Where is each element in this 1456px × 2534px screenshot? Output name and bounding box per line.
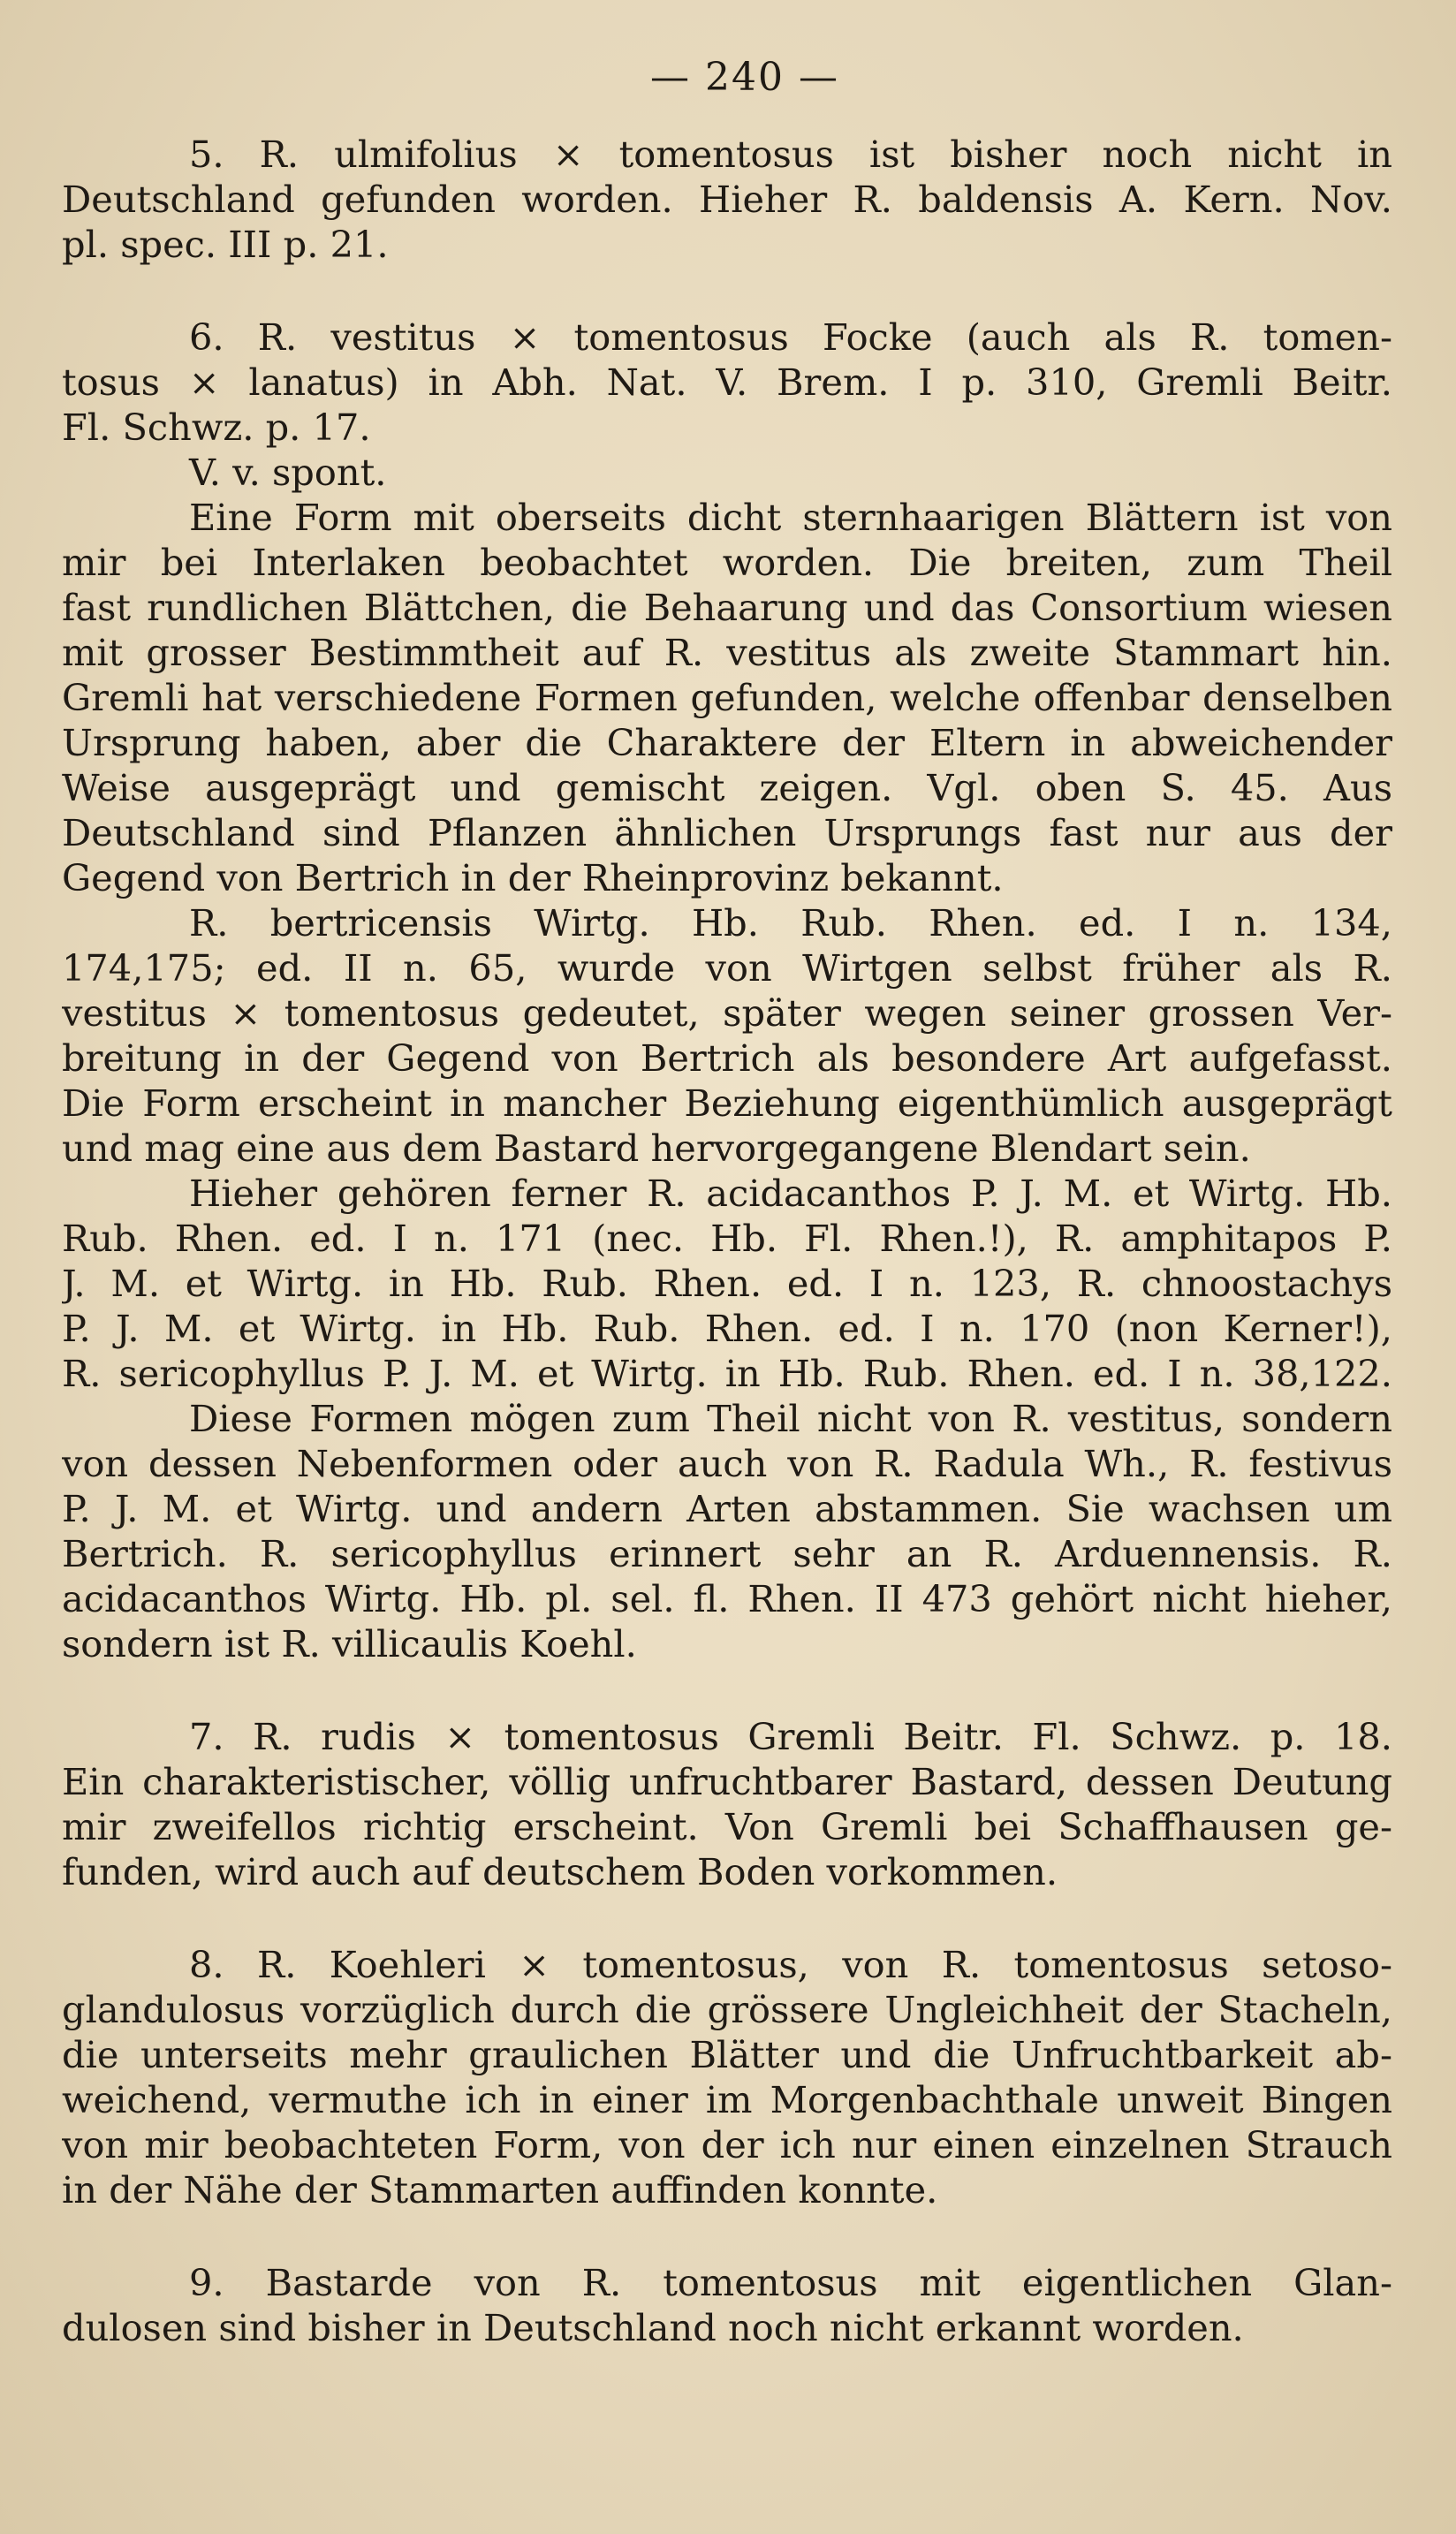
text-line: mir zweifellos richtig erscheint. Von Gremli bei Schaffhausen ge-	[62, 1805, 1392, 1848]
text-line: Deutschland gefunden worden. Hieher R. baldensis A. Kern. Nov.	[62, 178, 1392, 221]
entry-6	[62, 315, 1392, 1666]
text-line: glandulosus vorzüglich durch die grössere Ungleichheit der Stacheln,	[62, 1988, 1392, 2031]
text-line: Fl. Schwz. p. 17.	[62, 406, 371, 449]
page-number: — 240 —	[650, 55, 839, 100]
text-line: in der Nähe der Stammarten auffinden konnte.	[62, 2168, 938, 2212]
text-line: Ein charakteristischer, völlig unfruchtbarer Bastard, dessen Deutung	[62, 1760, 1392, 1803]
text-line: mir bei Interlaken beobachtet worden. Die breiten, zum Theil	[62, 541, 1392, 584]
text-line: und mag eine aus dem Bastard hervorgegangene Blendart sein.	[62, 1127, 1251, 1170]
text-line: V. v. spont.	[189, 451, 387, 494]
text-line: 8. R. Koehleri × tomentosus, von R. tomentosus setoso-	[189, 1943, 1392, 1986]
text-line: Ursprung haben, aber die Charaktere der Eltern in abweichender	[62, 721, 1392, 764]
text-line: Gremli hat verschiedene Formen gefunden, welche offenbar denselben	[62, 676, 1392, 719]
text-line: Eine Form mit oberseits dicht sternhaarigen Blättern ist von	[189, 496, 1392, 539]
text-line: Hieher gehören ferner R. acidacanthos P. J. M. et Wirtg. Hb.	[189, 1172, 1392, 1215]
text-line: vestitus × tomentosus gedeutet, später wegen seiner grossen Ver-	[62, 991, 1392, 1035]
text-line: Bertrich. R. sericophyllus erinnert sehr an R. Arduennensis. R.	[62, 1532, 1392, 1575]
text-line: 174,175; ed. II n. 65, wurde von Wirtgen selbst früher als R.	[62, 946, 1392, 990]
text-line: 5. R. ulmifolius × tomentosus ist bisher noch nicht in	[189, 133, 1392, 176]
entry-8	[62, 1942, 1392, 2212]
text-line: 7. R. rudis × tomentosus Gremli Beitr. Fl. Schwz. p. 18.	[189, 1715, 1392, 1758]
text-line: fast rundlichen Blättchen, die Behaarung und das Consortium wiesen	[62, 586, 1392, 629]
text-line: Weise ausgeprägt und gemischt zeigen. Vgl. oben S. 45. Aus	[62, 766, 1392, 809]
text-line: funden, wird auch auf deutschem Boden vorkommen.	[62, 1850, 1058, 1893]
text-line: pl. spec. III p. 21.	[62, 223, 389, 266]
text-line: Deutschland sind Pflanzen ähnlichen Ursprungs fast nur aus der	[62, 811, 1392, 854]
text-line: acidacanthos Wirtg. Hb. pl. sel. fl. Rhen. II 473 gehört nicht hieher,	[62, 1577, 1392, 1620]
text-line: sondern ist R. villicaulis Koehl.	[62, 1622, 637, 1665]
text-line: Rub. Rhen. ed. I n. 171 (nec. Hb. Fl. Rhen.!), R. amphitapos P.	[62, 1217, 1392, 1260]
text-line: tosus × lanatus) in Abh. Nat. V. Brem. I p. 310, Gremli Beitr.	[62, 360, 1392, 404]
text-line: von dessen Nebenformen oder auch von R. Radula Wh., R. festivus	[62, 1442, 1392, 1485]
text-line: 6. R. vestitus × tomentosus Focke (auch als R. tomen-	[189, 315, 1392, 359]
text-line: P. J. M. et Wirtg. in Hb. Rub. Rhen. ed. I n. 170 (non Kerner!),	[62, 1307, 1392, 1350]
entry-7	[62, 1714, 1392, 1894]
text-line: mit grosser Bestimmtheit auf R. vestitus als zweite Stammart hin.	[62, 631, 1392, 674]
page-body	[62, 132, 1392, 2350]
text-line: Die Form erscheint in mancher Beziehung eigenthümlich ausgeprägt	[62, 1081, 1392, 1125]
text-line: von mir beobachteten Form, von der ich nur einen einzelnen Strauch	[62, 2123, 1392, 2166]
text-line: dulosen sind bisher in Deutschland noch nicht erkannt worden.	[62, 2306, 1244, 2349]
text-line: breitung in der Gegend von Bertrich als besondere Art aufgefasst.	[62, 1036, 1392, 1080]
text-line: Gegend von Bertrich in der Rheinprovinz bekannt.	[62, 856, 1004, 899]
text-line: R. bertricensis Wirtg. Hb. Rub. Rhen. ed. I n. 134,	[189, 901, 1392, 945]
text-line: Diese Formen mögen zum Theil nicht von R. vestitus, sondern	[189, 1397, 1392, 1440]
text-line: weichend, vermuthe ich in einer im Morgenbachthale unweit Bingen	[62, 2078, 1392, 2121]
text-line: R. sericophyllus P. J. M. et Wirtg. in Hb. Rub. Rhen. ed. I n. 38,122.	[62, 1352, 1392, 1395]
text-line: P. J. M. et Wirtg. und andern Arten abstammen. Sie wachsen um	[62, 1487, 1392, 1530]
text-line: die unterseits mehr graulichen Blätter und die Unfruchtbarkeit ab-	[62, 2033, 1392, 2076]
entry-9	[62, 2260, 1392, 2350]
text-line: J. M. et Wirtg. in Hb. Rub. Rhen. ed. I n. 123, R. chnoostachys	[62, 1262, 1392, 1305]
text-line: 9. Bastarde von R. tomentosus mit eigentlichen Glan-	[189, 2261, 1392, 2304]
entry-5	[62, 132, 1392, 267]
